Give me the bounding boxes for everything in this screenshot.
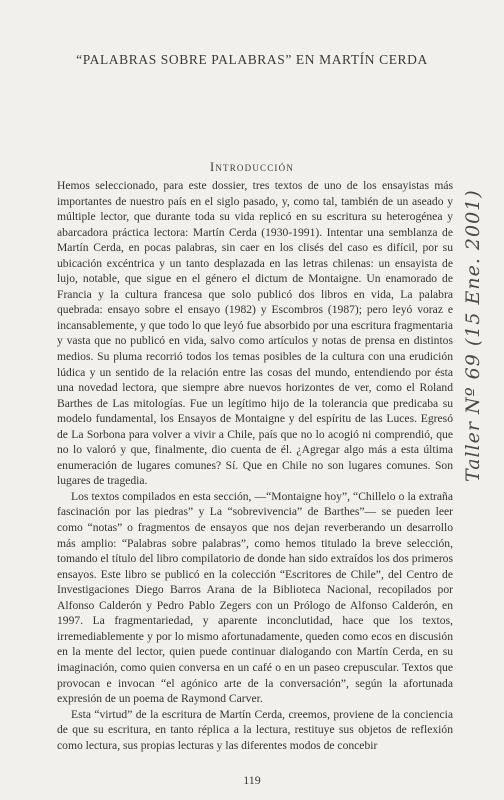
paragraph-3: Esta “virtud” de la escritura de Martín Cerda, creemos, proviene de la conciencia de que su escritura, en tanto réplica a la lectura, restituye sus objetos de reflexión como lectura, sus propias lecturas y las diferentes modos de concebir bbox=[57, 707, 453, 752]
section-heading: Introducción bbox=[209, 160, 295, 174]
body-text bbox=[57, 178, 453, 753]
paragraph-1: Hemos seleccionado, para este dossier, tres textos de uno de los ensayistas más importantes de nuestro país en el siglo pasado, y, como tal, también de un aseado y múltiple lector, que durante toda su vida replicó en su escritura su heterogénea y abarcadora práctica lectora: Martín Cerda (1930-1991). Intentar una semblanza de Martín Cerda, en pocas palabras, sin caer en los clisés del caso es difícil, por su ubicación excéntrica y un tanto desplazada en las letras chilenas: un ensayista de lujo, notable, que sigue en el género el dictum de Montaigne. Un enamorado de Francia y la cultura francesa que solo publicó dos libros en vida, La palabra quebrada: ensayo sobre el ensayo (1982) y Escombros (1987); pero leyó voraz e incansablemente, y que todo lo que leyó fue absorbido por una escritura fragmentaria y vasta que no publicó en vida, salvo como artículos y notas de prensa en distintos medios. Su pluma recorrió todos los temas posibles de la cultura con una erudición lúdica y un sentido de la relación entre las cosas del mundo, entendiendo por ésta una novedad lectora, que siempre abre nuevos horizontes de ver, como el Roland Barthes de Las mitologías. Fue un legítimo hijo de la tolerancia que predicaba su modelo fundamental, los Ensayos de Montaigne y del espíritu de las Luces. Egresó de La Sorbona para volver a vivir a Chile, país que no lo acogió ni comprendió, que no lo valoró y que, finalmente, dio cuenta de él. ¿Agregar algo más a esta última enumeración de lugares comunes? Sí. Que en Chile no son lugares comunes. Son lugares de tragedia. bbox=[57, 179, 453, 488]
page-number: 119 bbox=[243, 773, 261, 787]
handwritten-annotation: Taller Nº 69 (15 Ene. 2001) bbox=[462, 189, 484, 482]
paragraph-2: Los textos compilados en esta sección, —“Montaigne hoy”, “Chillelo o la extraña fascinación por las piedras” y La “sobrevivencia” de Barthes”— se pueden leer como “notas” o fragmentos de ensayos que nos dejan reverberando un desarrollo más amplio: “Palabras sobre palabras”, como hemos titulado la breve selección, tomando el título del libro compilatorio de donde han sido extraídos los dos primeros ensayos. Este libro se publicó en la colección “Escritores de Chile”, del Centro de Investigaciones Diego Barros Arana de la Biblioteca Nacional, recopilados por Alfonso Calderón y Pedro Pablo Zegers con un Prólogo de Alfonso Calderón, en 1997. La fragmentariedad, y aparente inconclutidad, hace que los textos, irremediablemente y por lo mismo afortunadamente, queden como ecos en discusión en la mente del lector, quien puede continuar dialogando con Martín Cerda, en su imaginación, como quien conversa en un café o en un paseo crepuscular. Textos que provocan e invocan “el agónico arte de la conversación”, según la afortunada expresión de un poema de Raymond Carver. bbox=[57, 489, 453, 706]
article-title: “PALABRAS SOBRE PALABRAS” EN MARTÍN CERDA bbox=[76, 52, 428, 67]
